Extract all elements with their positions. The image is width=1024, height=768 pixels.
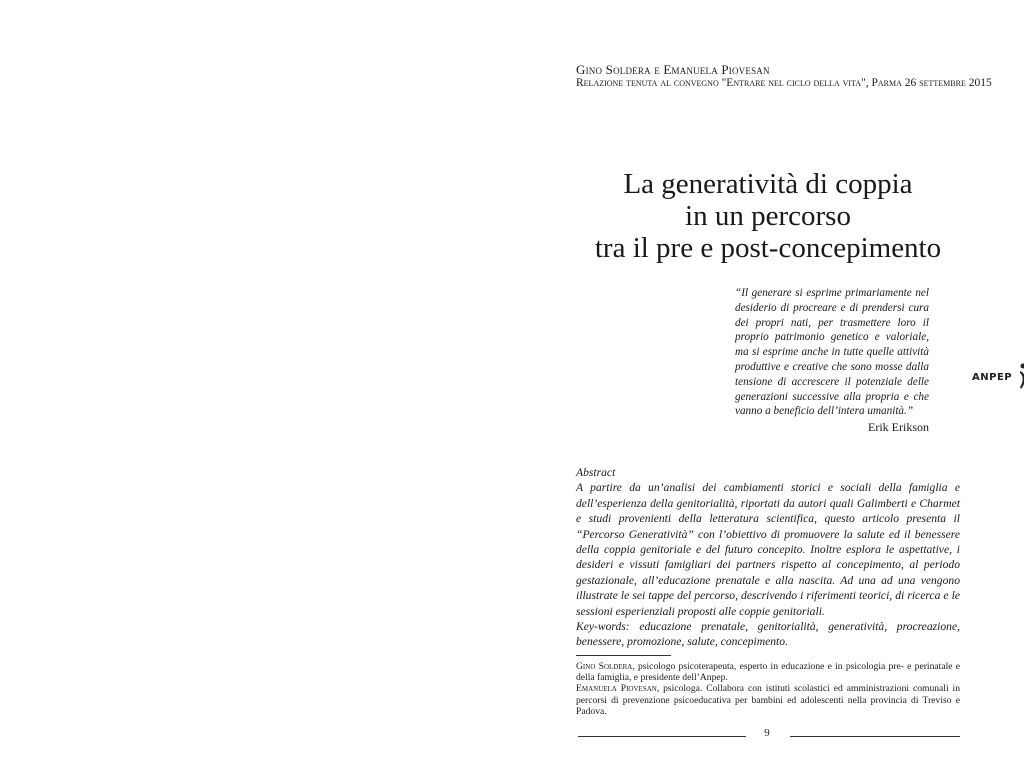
footnote-divider bbox=[576, 655, 671, 656]
footer-rule-right bbox=[790, 736, 960, 737]
anpep-logo bbox=[972, 362, 1024, 392]
header-meeting-info: Relazione tenuta al convegno "Entrare nel ciclo della vita", Parma 26 settembre 2015 bbox=[576, 77, 992, 89]
article-title bbox=[576, 168, 960, 264]
title-line-3: tra il pre e post-concepimento bbox=[594, 232, 942, 264]
footnote-text: , psicologa. Collabora con istituti scolastici ed amministrazioni comunali in percorsi di prevenzione psicoeducativa per bambini ed adolescenti nella provincia di Treviso e Padova. bbox=[576, 683, 961, 717]
abstract-section bbox=[576, 465, 960, 650]
footnote-item bbox=[576, 661, 960, 683]
footnote-item bbox=[576, 683, 960, 717]
abstract-keywords: Key-words: educazione prenatale, genitorialità, generatività, procreazione, benessere, promozione, salute, concepimento. bbox=[576, 620, 960, 649]
page-number: 9 bbox=[764, 727, 770, 739]
footer-rule-left bbox=[578, 736, 746, 737]
abstract-body: A partire da un’analisi dei cambiamenti storici e sociali della famiglia e dell’esperienza della genitorialità, riportati da autori quali Galimberti e Charmet e studi provenienti della letteratura scientifica, questo articolo presenta il “Percorso Generatività” con l’obiettivo di promuovere la salute ed il benessere della coppia genitoriale e del futuro concepito. Inoltre esplora le aspettative, i desideri e vissuti famigliari dei partners rispetto al concepimento, al periodo gestazionale, all’educazione prenatale e alla nascita. Ad una ad una vengono illustrate le sei tappe del percorso, descrivendo i riferimenti teorici, di ricerca e le sessioni esperienziali proposti alle coppie genitoriali. bbox=[576, 481, 960, 618]
footnote-author-name: Emanuela Piovesan bbox=[576, 683, 657, 695]
abstract-heading: Abstract bbox=[576, 466, 616, 479]
footnote-text: , psicologo psicoterapeuta, esperto in educazione e in psicologia pre- e perinatale e della famiglia, e presidente dell’Anpep. bbox=[576, 661, 960, 684]
title-line-2: in un percorso bbox=[685, 200, 851, 232]
header-authors: Gino Soldera e Emanuela Piovesan bbox=[576, 62, 770, 77]
footnote-author-name: Gino Soldera bbox=[576, 661, 633, 672]
logo-mark-icon bbox=[1014, 362, 1024, 392]
logo-text: ANPEP bbox=[972, 371, 1013, 383]
author-footnotes bbox=[576, 661, 960, 717]
title-line-1: La generatività di coppia bbox=[623, 168, 913, 200]
epigraph-quote: “Il generare si esprime primariamente nel desiderio di procreare e di prendersi cura dei propri nati, per trasmettere loro il proprio patrimonio genetico e valoriale, ma si esprime anche in tutte quelle attività produttive e creative che sono mosse dalla tensione di accrescere il potenziale delle generazioni successive alla propria e che vanno a beneficio dell’intera umanità.” bbox=[735, 287, 929, 418]
epigraph-author: Erik Erikson bbox=[868, 420, 929, 434]
